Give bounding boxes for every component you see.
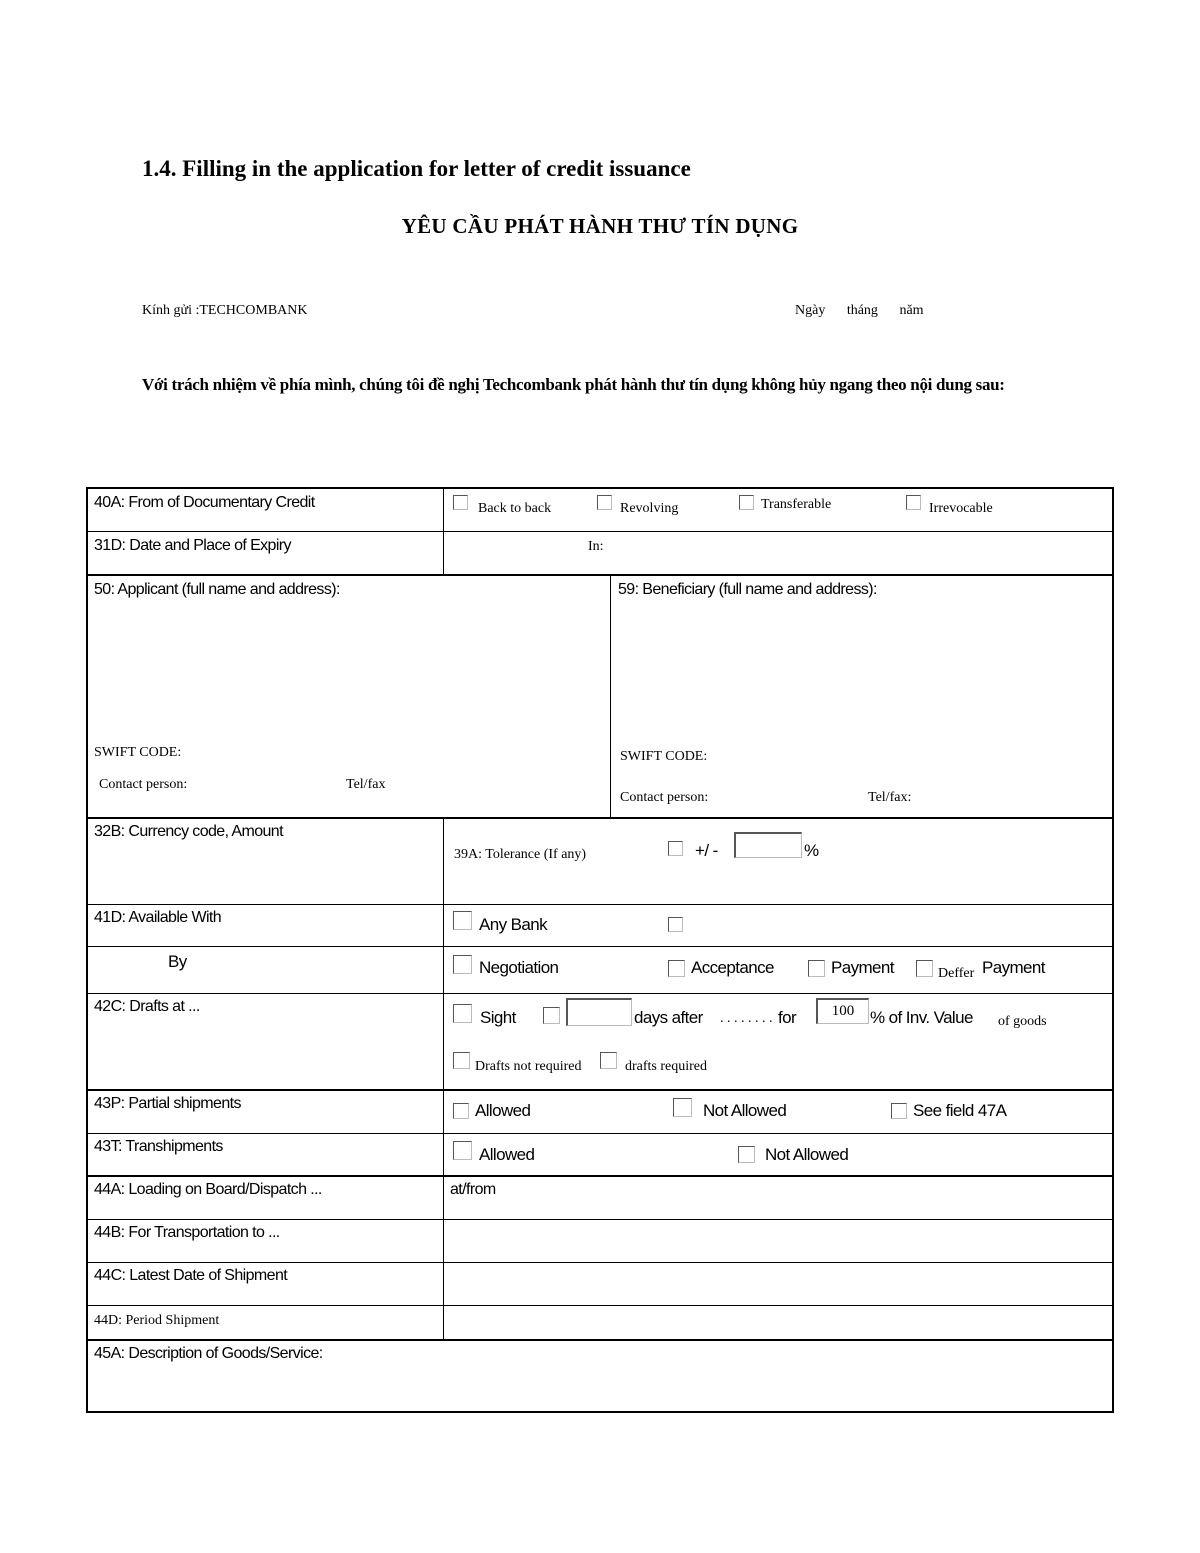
column-divider — [443, 818, 444, 1340]
deffer-payment-label: Payment — [982, 958, 1045, 977]
row-divider — [88, 531, 1112, 532]
revolving-label: Revolving — [620, 501, 679, 516]
tolerance-percent-label: % — [804, 841, 819, 860]
field-39a-label: 39A: Tolerance (If any) — [454, 847, 587, 862]
row-divider — [88, 904, 1112, 905]
field-44a-label: 44A: Loading on Board/Dispatch ... — [94, 1181, 322, 1198]
field-50-label: 50: Applicant (full name and address): — [94, 581, 340, 598]
inv-value-label: % of Inv. Value — [870, 1008, 973, 1027]
loading-at-from-label: at/from — [450, 1181, 496, 1198]
payment-checkbox[interactable] — [808, 960, 825, 977]
applicant-telfax-label: Tel/fax — [346, 777, 386, 792]
section-heading: 1.4. Filling in the application for letter of credit issuance — [142, 156, 691, 181]
partial-allowed-label: Allowed — [475, 1101, 531, 1120]
any-bank-label: Any Bank — [479, 915, 547, 934]
beneficiary-telfax-label: Tel/fax: — [868, 790, 912, 805]
acceptance-checkbox[interactable] — [668, 960, 685, 977]
row-divider — [88, 1339, 1112, 1341]
revolving-checkbox[interactable] — [597, 495, 612, 510]
drafts-not-required-label: Drafts not required — [475, 1059, 582, 1074]
addressee: Kính gửi :TECHCOMBANK — [142, 303, 308, 318]
partial-allowed-checkbox[interactable] — [453, 1103, 469, 1119]
date-day-label: Ngày — [795, 303, 826, 318]
field-59-label: 59: Beneficiary (full name and address): — [618, 581, 877, 598]
request-statement: Với trách nhiệm về phía mình, chúng tôi đề nghị Techcombank phát hành thư tín dụng không hủy ngang theo nội dung sau: — [142, 375, 1005, 394]
row-divider — [88, 817, 1112, 819]
of-goods-label: of goods — [998, 1014, 1047, 1029]
back-to-back-checkbox[interactable] — [453, 495, 468, 510]
row-divider — [88, 993, 1112, 994]
row-divider — [88, 1219, 1112, 1220]
sight-checkbox[interactable] — [453, 1004, 472, 1023]
date-month-label: tháng — [846, 303, 878, 318]
row-divider — [88, 574, 1112, 576]
tolerance-checkbox[interactable] — [668, 841, 683, 856]
applicant-contact-label: Contact person: — [99, 777, 188, 792]
field-41d-label: 41D: Available With — [94, 909, 222, 926]
transferable-checkbox[interactable] — [739, 495, 754, 510]
field-31d-label: 31D: Date and Place of Expiry — [94, 537, 291, 554]
field-44d-label: 44D: Period Shipment — [94, 1313, 220, 1328]
days-after-label: days after — [634, 1008, 703, 1027]
transhipment-not-allowed-label: Not Allowed — [765, 1145, 849, 1164]
tolerance-input[interactable] — [734, 832, 802, 858]
any-bank-checkbox[interactable] — [453, 911, 472, 930]
row-divider — [88, 1262, 1112, 1263]
percent-input[interactable]: 100 — [816, 998, 869, 1024]
for-label: for — [778, 1008, 797, 1027]
transhipment-not-allowed-checkbox[interactable] — [738, 1146, 755, 1163]
acceptance-label: Acceptance — [691, 958, 774, 977]
negotiation-label: Negotiation — [479, 958, 559, 977]
sight-label: Sight — [480, 1008, 516, 1027]
irrevocable-checkbox[interactable] — [906, 495, 921, 510]
field-43t-label: 43T: Transhipments — [94, 1138, 223, 1155]
date-year-label: năm — [899, 303, 924, 318]
column-divider — [443, 489, 444, 575]
deffer-payment-checkbox[interactable] — [916, 960, 933, 977]
drafts-required-checkbox[interactable] — [600, 1052, 617, 1069]
document-title: YÊU CẦU PHÁT HÀNH THƯ TÍN DỤNG — [401, 214, 799, 238]
field-44c-label: 44C: Latest Date of Shipment — [94, 1267, 288, 1284]
irrevocable-label: Irrevocable — [929, 501, 993, 516]
column-divider — [610, 575, 611, 818]
available-by-label: By — [168, 952, 187, 971]
field-40a-label: 40A: From of Documentary Credit — [94, 494, 315, 511]
drafts-not-required-checkbox[interactable] — [453, 1052, 470, 1069]
field-44b-label: 44B: For Transportation to ... — [94, 1224, 280, 1241]
back-to-back-label: Back to back — [478, 501, 552, 516]
row-divider — [88, 1175, 1112, 1177]
transhipment-allowed-label: Allowed — [479, 1145, 535, 1164]
beneficiary-contact-label: Contact person: — [620, 790, 709, 805]
lc-application-form — [86, 487, 1114, 1413]
payment-label: Payment — [831, 958, 894, 977]
see-field-47a-checkbox[interactable] — [891, 1103, 907, 1119]
row-divider — [88, 1089, 1112, 1091]
field-42c-label: 42C: Drafts at ... — [94, 998, 200, 1015]
transferable-label: Transferable — [761, 497, 832, 512]
other-bank-checkbox[interactable] — [668, 917, 683, 932]
days-after-checkbox[interactable] — [543, 1007, 560, 1024]
field-32b-label: 32B: Currency code, Amount — [94, 823, 283, 840]
drafts-required-label: drafts required — [625, 1059, 708, 1074]
expiry-place-label: In: — [588, 539, 604, 554]
row-divider — [88, 1133, 1112, 1134]
partial-not-allowed-checkbox[interactable] — [673, 1098, 692, 1117]
transhipment-allowed-checkbox[interactable] — [453, 1141, 472, 1160]
beneficiary-swift-label: SWIFT CODE: — [620, 749, 708, 764]
negotiation-checkbox[interactable] — [453, 955, 472, 974]
row-divider — [88, 1305, 1112, 1306]
field-45a-label: 45A: Description of Goods/Service: — [94, 1345, 323, 1362]
row-divider — [88, 946, 1112, 947]
deffer-label: Deffer — [938, 966, 975, 981]
days-after-dots: . . . . . . . . — [720, 1011, 773, 1026]
applicant-swift-label: SWIFT CODE: — [94, 745, 182, 760]
see-field-47a-label: See field 47A — [913, 1101, 1007, 1120]
partial-not-allowed-label: Not Allowed — [703, 1101, 787, 1120]
plus-minus-label: +/ - — [695, 841, 718, 860]
field-43p-label: 43P: Partial shipments — [94, 1095, 241, 1112]
date-line — [795, 303, 942, 319]
days-input[interactable] — [566, 998, 632, 1026]
